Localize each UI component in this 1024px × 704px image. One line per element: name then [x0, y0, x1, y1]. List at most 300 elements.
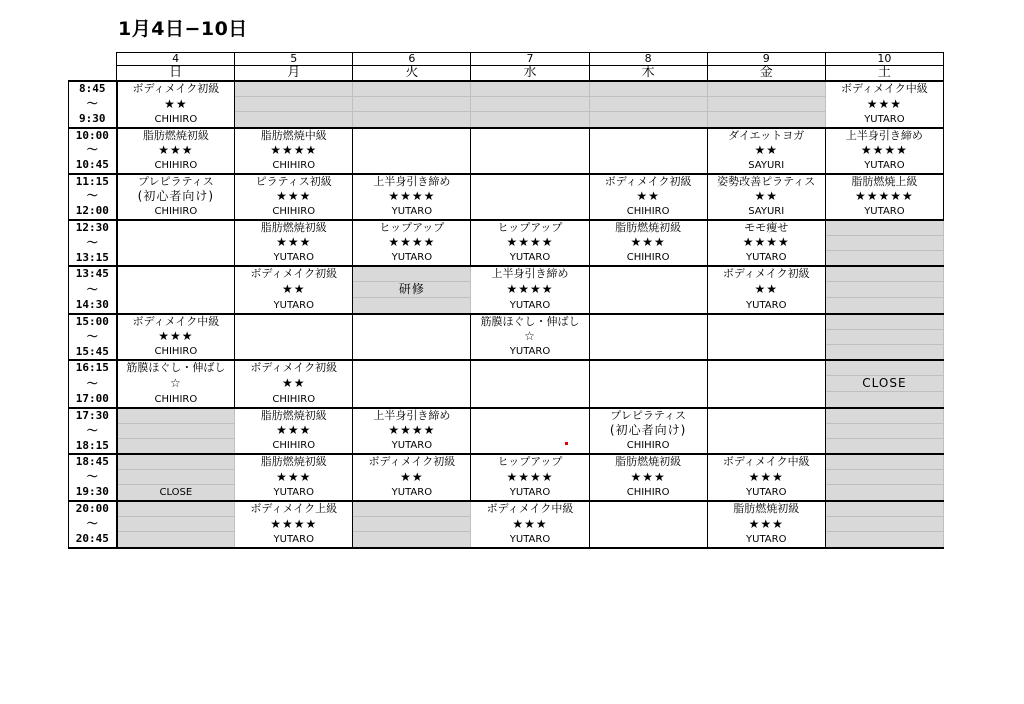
slot-row [69, 97, 944, 112]
class-level: (初心者向け) [609, 423, 687, 437]
slot-row [69, 128, 944, 143]
class-name: ヒップアップ [497, 220, 563, 234]
class-name: ヒップアップ [497, 455, 563, 469]
slot-row [69, 112, 944, 128]
class-cell [235, 532, 353, 548]
day-date: 5 [235, 53, 353, 66]
class-cell [589, 438, 707, 454]
closed-cell [235, 97, 353, 112]
class-cell [235, 438, 353, 454]
class-level: ★★★ [158, 329, 194, 343]
closed-cell [353, 282, 471, 298]
closed-cell [589, 97, 707, 112]
slot-row [69, 204, 944, 220]
class-cell [589, 220, 707, 236]
slot-row [69, 282, 944, 298]
close-label: CLOSE [862, 376, 907, 390]
class-cell [707, 329, 825, 344]
closed-cell [235, 112, 353, 128]
closed-cell [825, 329, 943, 344]
slot-row [69, 220, 944, 236]
instructor-name: YUTARO [746, 252, 787, 263]
class-name: 脂肪燃焼初級 [733, 502, 800, 516]
class-cell [235, 158, 353, 174]
class-cell [825, 204, 943, 220]
class-cell [471, 250, 589, 266]
closed-cell [825, 423, 943, 438]
time-sep: ～ [69, 470, 117, 485]
class-name: ボディメイク初級 [604, 174, 692, 188]
class-cell [707, 485, 825, 502]
header-corner [69, 66, 117, 82]
class-cell [353, 250, 471, 266]
class-cell [117, 360, 235, 376]
class-name: ダイエットヨガ [728, 128, 805, 142]
class-level: ★★ [754, 188, 778, 203]
class-cell [589, 143, 707, 158]
class-cell [471, 143, 589, 158]
slot-row [69, 329, 944, 344]
class-cell [353, 174, 471, 189]
class-cell [707, 282, 825, 298]
time-sep: ～ [69, 235, 117, 250]
class-cell [825, 112, 943, 128]
class-cell [353, 344, 471, 360]
class-level: ★★ [281, 376, 306, 390]
class-cell [589, 298, 707, 314]
day-weekday: 土 [825, 66, 943, 82]
instructor-name: CHIHIRO [626, 252, 670, 263]
class-cell [353, 204, 471, 220]
class-name: ボディメイク初級 [132, 82, 220, 96]
class-cell [117, 128, 235, 143]
closed-cell [825, 454, 943, 470]
class-cell [117, 266, 235, 282]
class-level: ★★★ [630, 235, 666, 249]
class-cell [353, 235, 471, 250]
closed-cell [825, 532, 943, 548]
closed-cell [707, 81, 825, 97]
class-name: ボディメイク中級 [841, 82, 928, 96]
day-date: 8 [589, 53, 707, 66]
class-cell [235, 128, 353, 143]
instructor-name: YUTARO [509, 299, 551, 311]
class-cell [353, 392, 471, 408]
class-name: 脂肪燃焼初級 [260, 408, 327, 422]
class-cell [235, 329, 353, 344]
class-cell [707, 158, 825, 174]
day-date: 7 [471, 53, 589, 66]
class-cell [353, 128, 471, 143]
instructor-name: YUTARO [273, 533, 314, 545]
class-cell [471, 517, 589, 532]
class-name: 筋膜ほぐし・伸ばし [126, 361, 226, 375]
day-date: 6 [353, 53, 471, 66]
class-level: ★★★ [512, 516, 548, 531]
class-name: 脂肪燃焼初級 [260, 455, 327, 469]
slot-row [69, 143, 944, 158]
class-level: ★★★★ [270, 516, 318, 531]
class-cell [825, 97, 943, 112]
class-cell [235, 220, 353, 236]
instructor-name: CHIHIRO [272, 440, 316, 451]
instructor-name: YUTARO [273, 299, 314, 311]
class-level: ★★★ [276, 469, 312, 484]
class-cell [353, 470, 471, 485]
class-cell [353, 423, 471, 438]
class-cell [707, 298, 825, 314]
instructor-name: YUTARO [509, 486, 551, 498]
time-end: 17:00 [69, 392, 117, 408]
instructor-name: YUTARO [391, 252, 433, 263]
class-cell [117, 112, 235, 128]
class-cell [707, 517, 825, 532]
slot-row [69, 423, 944, 438]
class-cell [707, 470, 825, 485]
class-name: ボディメイク中級 [722, 455, 810, 469]
slot-row [69, 81, 944, 97]
day-weekday: 金 [707, 66, 825, 82]
class-name: 筋膜ほぐし・伸ばし [480, 314, 580, 328]
slot-row [69, 501, 944, 517]
class-level: ★★ [281, 282, 306, 296]
class-cell [589, 266, 707, 282]
closed-cell [353, 81, 471, 97]
class-cell [471, 266, 589, 282]
class-name: 上半身引き締め [845, 128, 923, 142]
class-cell [353, 143, 471, 158]
class-cell [117, 329, 235, 344]
class-level: (初心者向け) [137, 188, 215, 203]
class-cell [235, 250, 353, 266]
instructor-name: YUTARO [746, 533, 787, 545]
class-level: ★★★★ [388, 188, 436, 203]
class-name: 上半身引き締め [491, 267, 569, 281]
class-name: 脂肪燃焼上級 [851, 174, 918, 188]
instructor-name: YUTARO [509, 346, 551, 357]
class-cell [589, 282, 707, 298]
class-level: ★★★★ [506, 282, 554, 296]
closed-cell [471, 112, 589, 128]
time-start: 13:45 [69, 266, 117, 282]
class-cell [353, 189, 471, 204]
header-weekday-row [69, 66, 944, 82]
closed-cell [117, 501, 235, 517]
class-level: ★★ [754, 142, 778, 157]
instructor-name: YUTARO [864, 159, 905, 171]
class-cell [707, 392, 825, 408]
class-cell [707, 376, 825, 392]
class-cell [471, 220, 589, 236]
class-cell [707, 220, 825, 236]
class-cell [235, 298, 353, 314]
time-end: 15:45 [69, 344, 117, 360]
class-level: ★★★★ [506, 469, 554, 484]
class-cell [471, 314, 589, 330]
class-name: 脂肪燃焼中級 [260, 128, 327, 142]
class-cell [117, 235, 235, 250]
day-weekday: 火 [353, 66, 471, 82]
class-cell [471, 376, 589, 392]
closed-cell [707, 112, 825, 128]
class-cell [353, 454, 471, 470]
class-cell [589, 329, 707, 344]
class-cell [117, 204, 235, 220]
slot-row [69, 158, 944, 174]
class-cell [353, 360, 471, 376]
class-cell [471, 128, 589, 143]
class-level: ★★★★ [270, 142, 318, 157]
time-end: 14:30 [69, 298, 117, 314]
class-cell [235, 517, 353, 532]
slot-row [69, 408, 944, 424]
class-cell [707, 204, 825, 220]
day-weekday: 木 [589, 66, 707, 82]
slot-row [69, 438, 944, 454]
class-cell [589, 517, 707, 532]
class-level: ★★ [636, 188, 660, 203]
class-cell [471, 532, 589, 548]
header-corner [69, 53, 117, 66]
slot-row [69, 235, 944, 250]
closed-cell [825, 485, 943, 502]
class-cell [707, 174, 825, 189]
class-name: 脂肪燃焼初級 [260, 220, 327, 234]
class-level: ★★ [164, 96, 188, 111]
instructor-name: YUTARO [746, 486, 787, 498]
class-cell [707, 423, 825, 438]
class-level: ★★★ [158, 142, 194, 157]
time-start: 10:00 [69, 128, 117, 143]
instructor-name: YUTARO [864, 113, 905, 125]
class-cell [471, 174, 589, 189]
slot-row [69, 376, 944, 392]
closed-cell [825, 314, 943, 330]
class-level: ★★★★ [388, 235, 436, 249]
class-cell [117, 314, 235, 330]
slot-row [69, 298, 944, 314]
class-name: 脂肪燃焼初級 [615, 455, 682, 469]
closed-cell [117, 454, 235, 470]
class-cell [471, 204, 589, 220]
instructor-name: YUTARO [746, 299, 787, 311]
slot-row [69, 174, 944, 189]
class-cell [235, 189, 353, 204]
closed-cell [825, 298, 943, 314]
class-name: 脂肪燃焼初級 [615, 220, 682, 234]
closed-cell [471, 97, 589, 112]
class-level: ★★ [400, 469, 424, 484]
class-level: ★★★★ [742, 235, 790, 249]
class-cell [353, 485, 471, 502]
class-cell [235, 408, 353, 424]
time-sep: ～ [69, 329, 117, 344]
time-sep: ～ [69, 376, 117, 392]
class-cell [471, 235, 589, 250]
instructor-name: CHIHIRO [154, 393, 198, 405]
time-end: 9:30 [69, 112, 117, 128]
class-name: ボディメイク初級 [250, 361, 338, 375]
class-cell [707, 314, 825, 330]
class-cell [235, 344, 353, 360]
time-end: 10:45 [69, 158, 117, 174]
class-cell [589, 204, 707, 220]
class-cell [117, 298, 235, 314]
class-cell [235, 376, 353, 392]
closed-cell [353, 532, 471, 548]
class-cell [471, 392, 589, 408]
class-name: ピラティス初級 [255, 174, 332, 188]
class-name: ヒップアップ [379, 220, 445, 234]
class-cell [707, 501, 825, 517]
time-start: 20:00 [69, 501, 117, 517]
class-cell [589, 235, 707, 250]
class-level: ☆ [524, 329, 536, 343]
class-cell [707, 532, 825, 548]
time-end: 18:15 [69, 438, 117, 454]
class-name: ボディメイク上級 [250, 502, 338, 516]
class-level: ★★★ [630, 469, 666, 484]
slot-row [69, 485, 944, 502]
class-cell [471, 158, 589, 174]
instructor-name: CHIHIRO [154, 205, 198, 217]
class-cell [117, 158, 235, 174]
class-cell [235, 454, 353, 470]
class-level: ★★★ [748, 469, 784, 484]
closed-cell [235, 81, 353, 97]
class-cell [353, 220, 471, 236]
closed-cell [825, 250, 943, 266]
class-cell [471, 329, 589, 344]
class-cell [471, 423, 589, 438]
class-cell [707, 235, 825, 250]
class-cell [589, 189, 707, 204]
class-cell [825, 143, 943, 158]
class-cell [117, 282, 235, 298]
time-start: 11:15 [69, 174, 117, 189]
instructor-name: SAYURI [748, 159, 785, 171]
instructor-name: CHIHIRO [626, 205, 670, 217]
class-cell [707, 438, 825, 454]
time-start: 17:30 [69, 408, 117, 424]
class-cell [353, 158, 471, 174]
closed-cell [825, 344, 943, 360]
instructor-name: YUTARO [391, 205, 433, 217]
time-start: 8:45 [69, 81, 117, 97]
class-cell [235, 235, 353, 250]
class-name: ボディメイク初級 [368, 455, 456, 469]
closed-cell [353, 266, 471, 282]
class-cell [471, 344, 589, 360]
schedule-table [68, 52, 944, 549]
class-cell [235, 392, 353, 408]
class-cell [589, 485, 707, 502]
class-cell [589, 158, 707, 174]
class-name: 脂肪燃焼初級 [142, 128, 209, 142]
time-start: 18:45 [69, 454, 117, 470]
class-cell [471, 298, 589, 314]
closed-cell [825, 376, 943, 392]
red-mark [565, 442, 568, 445]
slot-row [69, 392, 944, 408]
class-cell [589, 532, 707, 548]
slot-row [69, 454, 944, 470]
class-level: ★★★★★ [855, 188, 914, 203]
day-weekday: 月 [235, 66, 353, 82]
time-end: 12:00 [69, 204, 117, 220]
closed-cell [117, 408, 235, 424]
class-name: ボディメイク中級 [132, 314, 220, 328]
class-cell [589, 360, 707, 376]
instructor-name: SAYURI [748, 205, 785, 217]
time-sep: ～ [69, 282, 117, 298]
class-cell [589, 250, 707, 266]
instructor-name: CHIHIRO [154, 113, 198, 125]
time-end: 13:15 [69, 250, 117, 266]
time-sep: ～ [69, 423, 117, 438]
class-name: 上半身引き締め [373, 408, 451, 422]
closed-cell [825, 235, 943, 250]
closed-cell [117, 532, 235, 548]
class-cell [707, 189, 825, 204]
closed-cell [117, 485, 235, 502]
class-cell [235, 485, 353, 502]
class-cell [471, 485, 589, 502]
class-name: 上半身引き締め [373, 174, 451, 188]
class-cell [589, 174, 707, 189]
class-cell [235, 204, 353, 220]
day-date: 4 [117, 53, 235, 66]
class-cell [707, 266, 825, 282]
class-cell [117, 392, 235, 408]
closed-cell [707, 97, 825, 112]
class-level: ★★★★ [506, 235, 554, 249]
class-level: ★★★ [276, 188, 312, 203]
closed-cell [353, 517, 471, 532]
closed-cell [589, 112, 707, 128]
slot-row [69, 360, 944, 376]
class-cell [353, 408, 471, 424]
class-name: ボディメイク初級 [722, 267, 810, 281]
class-cell [117, 344, 235, 360]
class-name: ボディメイク初級 [250, 267, 338, 281]
page-title: 1月4日−10日 [118, 18, 248, 40]
class-cell [117, 250, 235, 266]
class-cell [589, 423, 707, 438]
class-cell [471, 438, 589, 454]
class-cell [471, 454, 589, 470]
class-cell [589, 392, 707, 408]
day-weekday: 水 [471, 66, 589, 82]
instructor-name: YUTARO [273, 252, 314, 263]
class-cell [353, 329, 471, 344]
class-cell [589, 344, 707, 360]
slot-row [69, 314, 944, 330]
day-date: 9 [707, 53, 825, 66]
closed-cell [353, 298, 471, 314]
closed-cell [825, 282, 943, 298]
instructor-name: CHIHIRO [154, 346, 198, 357]
class-level: ★★★★ [388, 423, 436, 437]
class-level: ★★★ [866, 96, 903, 111]
time-start: 15:00 [69, 314, 117, 330]
class-name: プレピラティス [138, 174, 214, 188]
class-name: プレピラティス [610, 408, 686, 422]
class-level: ★★★ [276, 235, 312, 249]
time-end: 20:45 [69, 532, 117, 548]
instructor-name: CHIHIRO [626, 440, 670, 451]
class-cell [707, 344, 825, 360]
